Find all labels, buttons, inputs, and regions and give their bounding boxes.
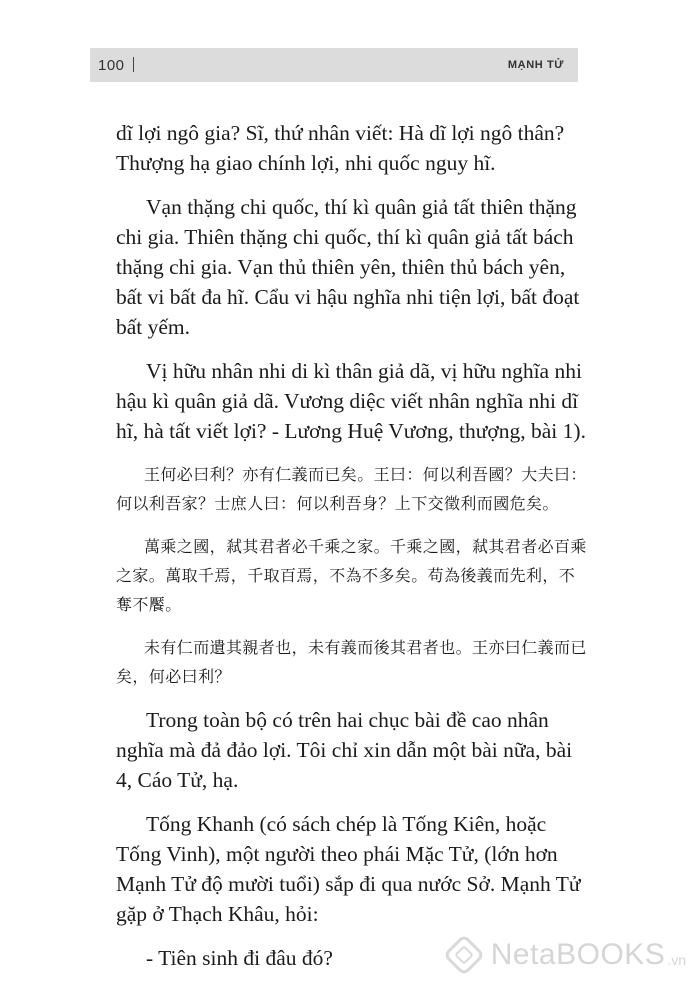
watermark	[449, 938, 686, 972]
paragraph-vi-6: - Tiên sinh đi đâu đó?	[146, 946, 333, 970]
paragraph-vi-5: Tống Khanh (có sách chép là Tống Kiên, hoặc Tống Vinh), một người theo phái Mặc Tử, (lớn hơn Mạnh Tử độ mười tuổi) sắp đi qua nước Sở. Mạnh Tử gặp ở Thạch Khâu, hỏi:	[116, 812, 581, 926]
netabooks-logo-icon	[443, 934, 485, 976]
paragraph-chinese-2: 萬乘之國，弒其君者必千乘之家。千乘之國，弒其君者必百乘之家。萬取千焉，千取百焉，不為不多矣。苟為後義而先利，不奪不饜。	[116, 537, 587, 614]
paragraph-vi-2: Vạn thặng chi quốc, thí kì quân giả tất thiên thặng chi gia. Thiên thặng chi quốc, thí kì quân giả tất bách thặng chi gia. Vạn thủ thiên yên, thiên thủ bách yên, bất vi bất đa hĩ. Cẩu vi hậu nghĩa nhi tiện lợi, bất đoạt bất yếm.	[116, 195, 580, 339]
watermark-tld: .vn	[667, 952, 686, 968]
watermark-brand: NetaBOOKS	[490, 938, 666, 971]
paragraph-chinese-1: 王何必曰利？亦有仁義而已矣。王曰：何以利吾國？大夫曰：何以利吾家？士庶人曰：何以利吾身？上下交徵利而國危矣。	[116, 465, 587, 513]
running-title: MẠNH TỬ	[507, 59, 564, 71]
paragraph-chinese-3: 未有仁而遺其親者也，未有義而後其君者也。王亦曰仁義而已矣，何必曰利？	[116, 638, 587, 686]
paragraph-vi-4: Trong toàn bộ có trên hai chục bài đề cao nhân nghĩa mà đả đảo lợi. Tôi chỉ xin dẫn một bài nữa, bài 4, Cáo Tử, hạ.	[116, 708, 573, 792]
page-header	[90, 48, 578, 82]
paragraph-vi-3: Vị hữu nhân nhi di kì thân giả dã, vị hữu nghĩa nhi hậu kì quân giả dã. Vương diệc viết nhân nghĩa nhi dĩ hĩ, hà tất viết lợi? - Lương Huệ Vương, thượng, bài 1).	[116, 359, 586, 443]
page-body	[116, 118, 590, 987]
page-number: 100	[98, 57, 134, 74]
paragraph-vi-1: dĩ lợi ngô gia? Sĩ, thứ nhân viết: Hà dĩ lợi ngô thân? Thượng hạ giao chính lợi, nhi quốc nguy hĩ.	[116, 121, 565, 175]
